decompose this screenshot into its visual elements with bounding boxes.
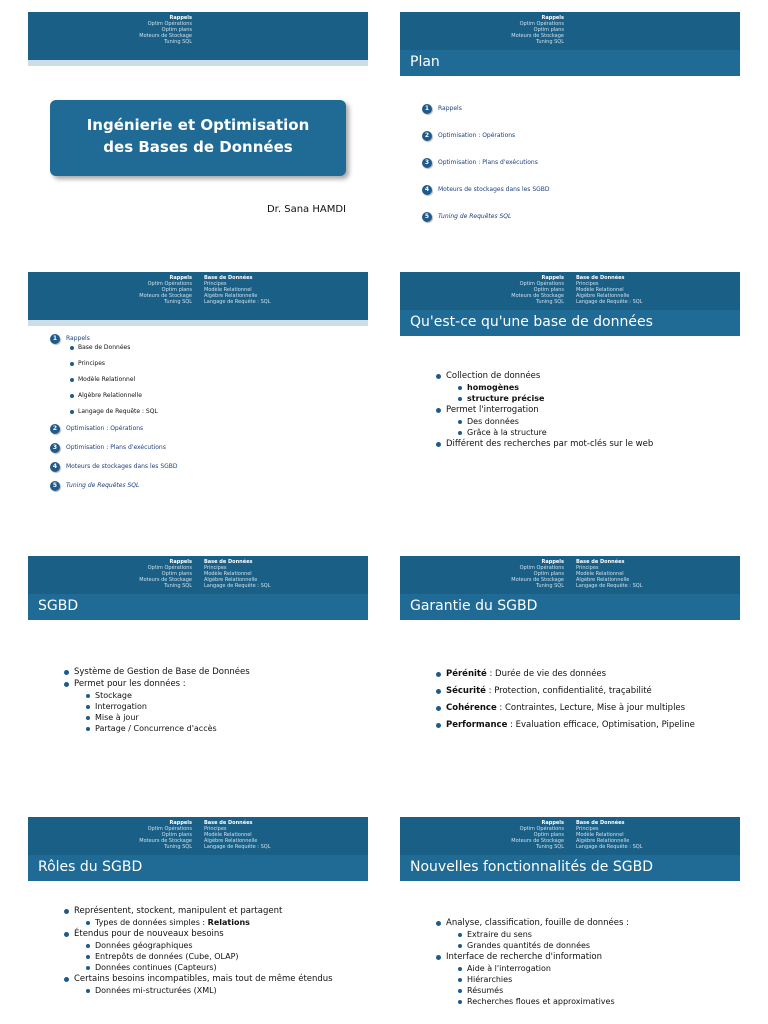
sub-bullet-list xyxy=(446,963,716,1007)
slide-sgbd xyxy=(28,556,368,786)
subsection-nav xyxy=(204,275,354,305)
nav-section: Optim plans xyxy=(161,832,192,838)
plan-item-label: Optimisation : Opérations xyxy=(66,425,144,432)
nav-subsection: Algèbre Relationnelle xyxy=(204,838,258,844)
bullet-list xyxy=(436,370,653,450)
sub-bullet-item: Données mi-structurées (XML) xyxy=(86,985,334,996)
bullet-text: Analyse, classification, fouille de données : xyxy=(446,918,629,928)
nav-section: Optim Opérations xyxy=(147,21,192,27)
subsection-nav xyxy=(576,559,726,589)
sub-bullet-item: Interrogation xyxy=(86,701,250,712)
plan-item xyxy=(50,424,178,434)
header-shadow xyxy=(28,320,368,326)
bullet-list xyxy=(64,905,334,996)
bullet-text: : Durée de vie des données xyxy=(486,669,607,679)
nav-section: Optim Opérations xyxy=(519,21,564,27)
plan-item-label: Moteurs de stockages dans les SGBD xyxy=(438,186,550,193)
bullet-keyword: Performance xyxy=(446,720,508,730)
nav-section: Tuning SQL xyxy=(536,39,564,45)
subsection-item: Algèbre Relationnelle xyxy=(70,392,178,399)
slide-header xyxy=(28,12,368,60)
sub-bullet-item: Entrepôts de données (Cube, OLAP) xyxy=(86,951,334,962)
number-badge-icon: 1 xyxy=(50,334,60,344)
sub-bullet-item: Aide à l'interrogation xyxy=(458,963,716,974)
slide-titlebar xyxy=(28,855,368,881)
sub-bullet-item: Grâce à la structure xyxy=(458,427,653,438)
plan-item xyxy=(50,462,178,472)
nav-section: Optim plans xyxy=(161,287,192,293)
nav-subsection: Algèbre Relationnelle xyxy=(204,293,258,299)
nav-section: Rappels xyxy=(541,820,564,826)
sub-bullet-item: Stockage xyxy=(86,690,250,701)
plan-item xyxy=(422,158,550,168)
bullet-item xyxy=(436,404,653,438)
bullet-item xyxy=(436,719,726,731)
number-badge-icon: 3 xyxy=(50,443,60,453)
sub-bullet-item: Grandes quantités de données xyxy=(458,940,716,951)
number-badge-icon: 3 xyxy=(422,158,432,168)
nav-section: Optim plans xyxy=(533,571,564,577)
bullet-item xyxy=(64,928,334,973)
number-badge-icon: 1 xyxy=(422,104,432,114)
slide-sgbd-roles xyxy=(28,817,368,1024)
sub-bullet-item xyxy=(458,393,653,404)
nav-section: Rappels xyxy=(169,820,192,826)
title-box xyxy=(50,100,346,176)
slide-titlebar xyxy=(400,310,740,336)
bullet-text: Permet l'interrogation xyxy=(446,405,539,415)
nav-subsection: Algèbre Relationnelle xyxy=(576,577,630,583)
nav-subsection: Algèbre Relationnelle xyxy=(576,838,630,844)
bullet-list xyxy=(436,917,716,1007)
sub-bullet-list xyxy=(74,917,334,928)
bullet-item xyxy=(436,668,726,680)
nav-subsection: Langage de Requête : SQL xyxy=(576,844,643,850)
nav-subsection: Principes xyxy=(204,565,227,571)
sub-bullet-item xyxy=(458,382,653,393)
bullet-item xyxy=(436,702,726,714)
sub-bullet-list xyxy=(74,985,334,996)
nav-section: Optim Opérations xyxy=(519,281,564,287)
nav-section: Tuning SQL xyxy=(164,299,192,305)
author: Dr. Sana HAMDI xyxy=(266,204,346,215)
nav-subsection: Modèle Relationnel xyxy=(204,571,252,577)
sub-bullet-list xyxy=(446,416,653,438)
slide-new-features xyxy=(400,817,740,1024)
bullet-list xyxy=(436,668,726,731)
bullet-keyword: Sécurité xyxy=(446,686,486,696)
subsection-item: Langage de Requête : SQL xyxy=(70,408,178,415)
subsection-nav xyxy=(576,275,726,305)
nav-subsection: Base de Données xyxy=(204,559,253,565)
bullet-text: Permet pour les données : xyxy=(74,679,186,689)
number-badge-icon: 4 xyxy=(422,185,432,195)
subsection-list xyxy=(66,344,178,415)
section-nav xyxy=(72,275,192,305)
plan-item-label: Rappels xyxy=(438,105,462,112)
nav-section: Rappels xyxy=(169,15,192,21)
subsection-nav xyxy=(204,559,354,589)
bullet-list xyxy=(64,666,250,734)
sub-bullet-item: Extraire du sens xyxy=(458,929,716,940)
nav-section: Rappels xyxy=(541,559,564,565)
nav-section: Optim Opérations xyxy=(147,281,192,287)
nav-section: Tuning SQL xyxy=(536,583,564,589)
plan-item-label: Optimisation : Plans d'exécutions xyxy=(438,159,538,166)
nav-section: Moteurs de Stockage xyxy=(511,838,564,844)
bullet-item xyxy=(64,678,250,734)
nav-section: Tuning SQL xyxy=(164,39,192,45)
nav-subsection: Modèle Relationnel xyxy=(204,832,252,838)
subsection-item: Principes xyxy=(70,360,178,367)
bullet-keyword: Cohérence xyxy=(446,703,497,713)
bullet-item xyxy=(436,685,726,697)
sub-bullet-list xyxy=(446,929,716,951)
section-nav xyxy=(444,15,564,45)
nav-subsection: Principes xyxy=(576,281,599,287)
bullet-item xyxy=(436,917,716,951)
bullet-keyword: Relations xyxy=(207,918,250,927)
bullet-text: : Contraintes, Lecture, Mise à jour multiples xyxy=(496,703,686,713)
number-badge-icon: 5 xyxy=(422,212,432,222)
nav-subsection: Modèle Relationnel xyxy=(204,287,252,293)
plan-item-label: Optimisation : Opérations xyxy=(438,132,516,139)
plan-item xyxy=(422,212,550,222)
bullet-text: Collection de données xyxy=(446,371,541,381)
bullet-item xyxy=(64,973,334,996)
nav-subsection: Langage de Requête : SQL xyxy=(204,583,271,589)
nav-subsection: Principes xyxy=(576,565,599,571)
slide-title: Nouvelles fonctionnalités de SGBD xyxy=(410,859,653,875)
plan-list xyxy=(50,334,178,500)
nav-subsection: Base de Données xyxy=(576,559,625,565)
slide-header xyxy=(28,272,368,320)
nav-section: Optim plans xyxy=(161,571,192,577)
sub-bullet-list xyxy=(74,940,334,973)
slide-cover xyxy=(28,12,368,242)
slide-title: Rôles du SGBD xyxy=(38,859,143,875)
cover-title xyxy=(50,114,346,158)
sub-bullet-item: Données géographiques xyxy=(86,940,334,951)
slide-title: Plan xyxy=(410,54,440,70)
sub-bullet-item: Recherches floues et approximatives xyxy=(458,996,716,1007)
sub-bullet-item: Mise à jour xyxy=(86,712,250,723)
subsection-item: Base de Données xyxy=(70,344,178,351)
nav-subsection: Langage de Requête : SQL xyxy=(576,583,643,589)
nav-subsection: Algèbre Relationnelle xyxy=(576,293,630,299)
bullet-text: Interface de recherche d'information xyxy=(446,952,603,962)
plan-item xyxy=(50,481,178,491)
number-badge-icon: 4 xyxy=(50,462,60,472)
nav-subsection: Principes xyxy=(204,281,227,287)
plan-item xyxy=(50,334,178,415)
nav-section: Optim Opérations xyxy=(519,565,564,571)
section-nav xyxy=(444,820,564,850)
nav-section: Optim plans xyxy=(533,27,564,33)
section-nav xyxy=(72,820,192,850)
nav-section: Tuning SQL xyxy=(536,299,564,305)
slide-title: Qu'est-ce qu'une base de données xyxy=(410,314,653,330)
sub-bullet-item: Hiérarchies xyxy=(458,974,716,985)
sub-bullet-item: Résumés xyxy=(458,985,716,996)
slide-titlebar xyxy=(400,50,740,76)
nav-subsection: Principes xyxy=(576,826,599,832)
bullet-item: Différent des recherches par mot-clés sur le web xyxy=(436,438,653,450)
bullet-text: Certains besoins incompatibles, mais tout de même étendus xyxy=(74,974,333,984)
number-badge-icon: 2 xyxy=(422,131,432,141)
nav-section: Optim plans xyxy=(533,832,564,838)
nav-section: Moteurs de Stockage xyxy=(511,33,564,39)
bullet-text: Types de données simples : xyxy=(95,918,208,927)
subsection-nav xyxy=(576,820,726,850)
plan-item-label: Moteurs de stockages dans les SGBD xyxy=(66,463,178,470)
bullet-item xyxy=(436,951,716,1007)
nav-subsection: Algèbre Relationnelle xyxy=(204,577,258,583)
nav-subsection: Modèle Relationnel xyxy=(576,571,624,577)
nav-subsection: Langage de Requête : SQL xyxy=(204,299,271,305)
sub-bullet-item: Données continues (Capteurs) xyxy=(86,962,334,973)
number-badge-icon: 2 xyxy=(50,424,60,434)
nav-section: Optim Opérations xyxy=(147,565,192,571)
nav-subsection: Langage de Requête : SQL xyxy=(204,844,271,850)
sub-bullet-item xyxy=(86,917,334,928)
section-nav xyxy=(444,275,564,305)
bullet-text: Étendus pour de nouveaux besoins xyxy=(74,929,224,939)
bullet-text: : Protection, confidentialité, traçabilité xyxy=(485,686,652,696)
slide-title: Garantie du SGBD xyxy=(410,598,538,614)
nav-section: Moteurs de Stockage xyxy=(139,33,192,39)
nav-section: Optim plans xyxy=(533,287,564,293)
cover-title-line: des Bases de Données xyxy=(103,138,293,156)
bullet-item xyxy=(64,905,334,928)
nav-subsection: Principes xyxy=(204,826,227,832)
cover-title-line: Ingénierie et Optimisation xyxy=(86,116,310,134)
slide-database-definition xyxy=(400,272,740,502)
nav-section: Tuning SQL xyxy=(536,844,564,850)
nav-section: Moteurs de Stockage xyxy=(139,838,192,844)
nav-section: Moteurs de Stockage xyxy=(511,293,564,299)
nav-subsection: Modèle Relationnel xyxy=(576,287,624,293)
sub-bullet-list xyxy=(74,690,250,734)
plan-list xyxy=(422,104,550,239)
nav-section: Optim Opérations xyxy=(147,826,192,832)
nav-subsection: Langage de Requête : SQL xyxy=(576,299,643,305)
nav-subsection: Modèle Relationnel xyxy=(576,832,624,838)
slide-titlebar xyxy=(28,594,368,620)
sub-bullet-list xyxy=(446,382,653,404)
plan-item-label: Optimisation : Plans d'exécutions xyxy=(66,444,166,451)
nav-subsection: Base de Données xyxy=(204,820,253,826)
slide-sgbd-guarantees xyxy=(400,556,740,786)
subsection-nav xyxy=(204,820,354,850)
plan-item xyxy=(422,104,550,114)
slide-title: SGBD xyxy=(38,598,79,614)
plan-item-label: Tuning de Requêtes SQL xyxy=(438,213,512,220)
header-shadow xyxy=(28,60,368,66)
section-nav xyxy=(72,559,192,589)
bullet-text: structure précise xyxy=(467,394,545,403)
nav-section: Optim Opérations xyxy=(519,826,564,832)
nav-subsection: Base de Données xyxy=(576,820,625,826)
slide-titlebar xyxy=(400,594,740,620)
nav-section: Moteurs de Stockage xyxy=(511,577,564,583)
nav-section: Rappels xyxy=(541,275,564,281)
sub-bullet-item: Partage / Concurrence d'accès xyxy=(86,723,250,734)
nav-section: Rappels xyxy=(169,275,192,281)
section-nav xyxy=(72,15,192,45)
nav-section: Moteurs de Stockage xyxy=(139,577,192,583)
slide-titlebar xyxy=(400,855,740,881)
nav-section: Moteurs de Stockage xyxy=(139,293,192,299)
bullet-text: Représentent, stockent, manipulent et partagent xyxy=(74,906,283,916)
bullet-keyword: Pérénité xyxy=(446,669,487,679)
nav-section: Tuning SQL xyxy=(164,583,192,589)
section-nav xyxy=(444,559,564,589)
plan-item xyxy=(422,131,550,141)
bullet-text: homogènes xyxy=(467,383,520,392)
bullet-text: : Evaluation efficace, Optimisation, Pipeline xyxy=(507,720,695,730)
plan-item xyxy=(50,443,178,453)
nav-subsection: Base de Données xyxy=(576,275,625,281)
slide-plan xyxy=(400,12,740,242)
nav-section: Rappels xyxy=(169,559,192,565)
number-badge-icon: 5 xyxy=(50,481,60,491)
subsection-item: Modèle Relationnel xyxy=(70,376,178,383)
nav-section: Rappels xyxy=(541,15,564,21)
bullet-item: Système de Gestion de Base de Données xyxy=(64,666,250,678)
sub-bullet-item: Des données xyxy=(458,416,653,427)
plan-item-label: Tuning de Requêtes SQL xyxy=(66,482,140,489)
plan-item-label: Rappels xyxy=(66,335,90,342)
nav-subsection: Base de Données xyxy=(204,275,253,281)
plan-item xyxy=(422,185,550,195)
nav-section: Optim plans xyxy=(161,27,192,33)
nav-section: Tuning SQL xyxy=(164,844,192,850)
slide-plan-detail xyxy=(28,272,368,502)
bullet-item xyxy=(436,370,653,404)
